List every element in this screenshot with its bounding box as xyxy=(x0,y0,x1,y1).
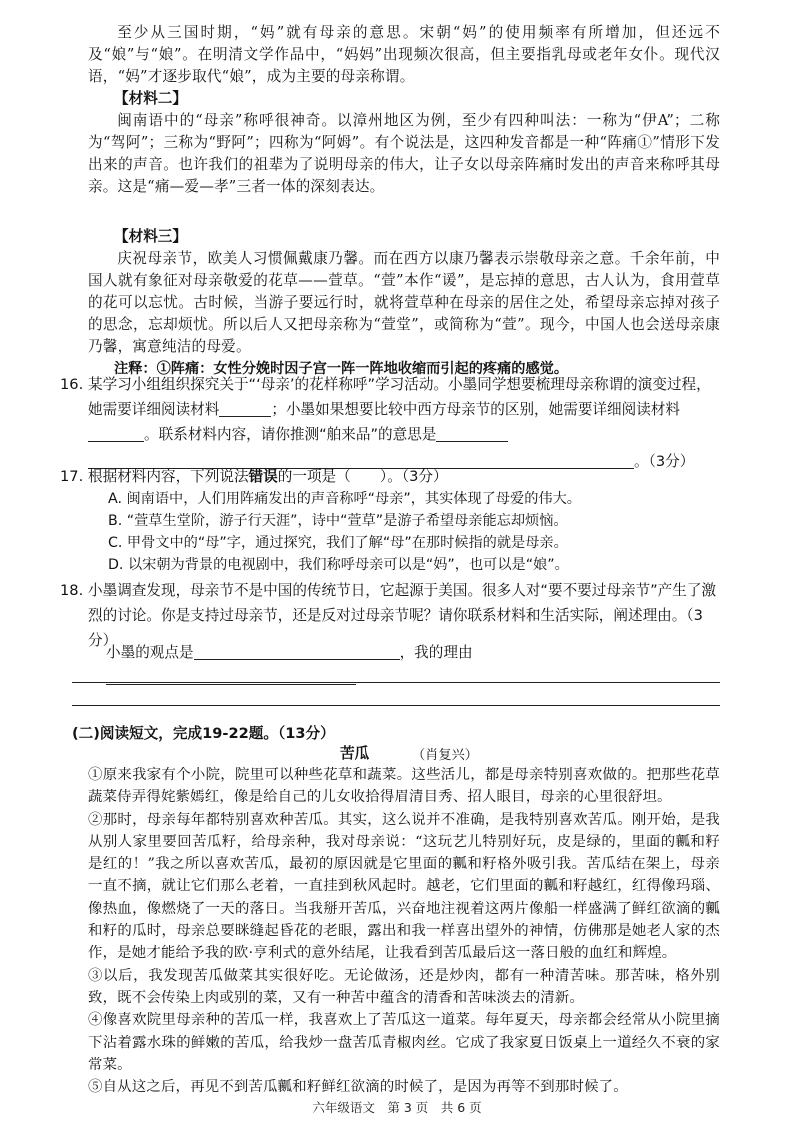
article-author: （肖复兴） xyxy=(412,748,478,763)
q16-blank-2[interactable] xyxy=(88,425,144,442)
story-paragraph: ⑤自从这之后，再见不到苦瓜瓤和籽鲜红欲滴的时候了，是因为再等不到那时候了。 xyxy=(88,1079,628,1096)
q17-number: 17. xyxy=(60,468,84,485)
story-paragraph: ③以后，我发现苦瓜做菜其实很好吃。无论做汤，还是炒肉，都有一种清苦味。那苦味，格外别致，既不会传染上肉或别的菜，又有一种苦中蕴含的清香和苦味淡去的清新。 xyxy=(88,967,720,1006)
story-paragraph: ②那时，母亲每年都特别喜欢种苦瓜。其实，这么说并不准确，是我特别喜欢苦瓜。刚开始，是我从别人家里要回苦瓜籽，给母亲种，我对母亲说：“这玩艺儿特别好玩，皮是绿的，里面的瓤和籽是红的！”我之所以喜欢苦瓜，最初的原因就是它里面的瓤和籽格外吸引我。苦瓜结在架上，母亲一直不摘，就让它们那么老着，一直挂到秋风起时。越老，它们里面的瓤和籽越红，红得像玛瑙、像热血，像燃烧了一天的落日。当我掰开苦瓜，兴奋地注视着这两片像船一样盛满了鲜红欲滴的瓤和籽的瓜时，母亲总要眯缝起昏花的老眼，露出和我一样喜出望外的神情，仿佛那是她老人家的杰作，是她才能给予我的欧·亨利式的意外结尾，让我看到苦瓜最后这一落日般的血红和辉煌。 xyxy=(88,811,720,962)
q17-stem-a: 根据材料内容，下列说法 xyxy=(88,468,249,485)
material2-heading: 【材料二】 xyxy=(114,90,187,107)
material2-section xyxy=(88,88,720,198)
q16-blank-1[interactable] xyxy=(219,400,271,417)
page-footer: 六年级语文 第 3 页 共 6 页 xyxy=(312,1100,482,1115)
story-body xyxy=(88,764,720,1098)
note-label: 注释： xyxy=(114,361,157,377)
story-paragraph: ①原来我家有个小院，院里可以种些花草和蔬菜。这些活儿，都是母亲特别喜欢做的。把那些花草蔬菜侍弄得姹紫嫣红，像是给自己的儿女收拾得眉清目秀、招人眼目，母亲的心里很舒坦。 xyxy=(88,767,720,806)
q16-blank-3[interactable] xyxy=(436,425,508,442)
question-16 xyxy=(60,372,720,474)
q18-number: 18. xyxy=(60,582,84,599)
article-title: 苦瓜 xyxy=(340,745,370,762)
material3-section xyxy=(88,226,720,380)
q17-option-d: D. 以宋朝为背景的电视剧中，我们称呼母亲可以是“妈”，也可以是“娘”。 xyxy=(108,557,569,573)
q18-answer-line-1[interactable] xyxy=(72,682,720,683)
q18-text: 小墨调查发现，母亲节不是中国的传统节日，它起源于美国。很多人对“要不要过母亲节”产生了激烈的讨论。你是支持过母亲节，还是反对过母亲节呢？请你联系材料和生活实际，阐述理由。（3分） xyxy=(88,582,717,649)
q17-stem-emphasis: 错误 xyxy=(248,468,278,485)
question-17 xyxy=(60,464,720,489)
material1-text: 至少从三国时期，“妈”就有母亲的意思。宋朝“妈”的使用频率有所增加，但还远不及“娘”与“娘”。在明清文学作品中，“妈妈”出现频次很高，但主要指乳母或老年女仆。现代汉语，“妈”才逐步取代“娘”，成为主要的母亲称谓。 xyxy=(88,24,720,85)
q18-answer-line-2[interactable] xyxy=(72,705,720,706)
q16-part2: ；小墨如果想要比较中西方母亲节的区别，她需要详细阅读材料 xyxy=(271,401,680,418)
material3-text: 庆祝母亲节，欧美人习惯佩戴康乃馨。而在西方以康乃馨表示崇敬母亲之意。千余年前，中国人就有象征对母亲敬爱的花草——萱草。“萱”本作“谖”，是忘掉的意思，古人认为，食用萱草的花可以忘忧。古时候，当游子要远行时，就将萱草种在母亲的居住之处，希望母亲忘掉对孩子的思念，忘却烦忧。所以后人又把母亲称为“萱堂”，或简称为“萱”。现今，中国人也会送母亲康乃馨，寓意纯洁的母爱。 xyxy=(88,250,720,355)
material2-text: 闽南语中的“母亲”称呼很神奇。以漳州地区为例，至少有四种叫法：一称为“伊A”；二称为“驾阿”；三称为“野阿”；四称为“阿姆”。有个说法是，这四种发音都是一种“阵痛①”情形下发出来的声音。也许我们的祖辈为了说明母亲的伟大，让子女以母亲阵痛时发出的声音来称呼其母亲。这是“痛—爱—孝”三者一体的深刻表达。 xyxy=(88,112,720,195)
q17-option-b: B. “萱草生堂阶，游子行天涯”，诗中“萱草”是游子希望母亲能忘却烦恼。 xyxy=(108,513,568,529)
q18-view-blank[interactable] xyxy=(194,643,400,660)
q16-score: 。（3分） xyxy=(634,453,695,470)
q17-option-c: C. 甲骨文中的“母”字，通过探究，我们了解“母”在那时候指的就是母亲。 xyxy=(108,535,568,551)
material3-heading: 【材料三】 xyxy=(114,228,187,245)
note-text: ①阵痛：女性分娩时因子宫一阵一阵地收缩而引起的疼痛的感觉。 xyxy=(156,361,569,377)
q16-part1: 某学习小组组织探究关于“‘母亲’的花样称呼”学习活动。小墨同学想要梳理母亲称谓的演变过程，她需要详细阅读材料 xyxy=(88,376,711,418)
q18-view-label: 小墨的观点是 xyxy=(106,644,194,661)
q16-part3: 。联系材料内容，请你推测“舶来品”的意思是 xyxy=(144,426,437,443)
section2-title: (二)阅读短文，完成19-22题。（13分） xyxy=(72,725,335,742)
q18-reason-label: ，我的理由 xyxy=(399,644,473,661)
q17-option-a: A. 闽南语中，人们用阵痛发出的声音称呼“母亲”，其实体现了母爱的伟大。 xyxy=(108,491,581,507)
material1-section xyxy=(88,22,720,88)
q17-stem-b: 的一项是（ ）。（3分） xyxy=(277,468,448,485)
story-paragraph: ④像喜欢院里母亲种的苦瓜一样，我喜欢上了苦瓜这一道菜。每年夏天，母亲都会经常从小院里摘下沾着露水珠的鲜嫩的苦瓜，给我炒一盘苦瓜青椒肉丝。它成了我家夏日饭桌上一道经久不衰的家常菜。 xyxy=(88,1012,720,1073)
q16-number: 16. xyxy=(60,376,84,393)
